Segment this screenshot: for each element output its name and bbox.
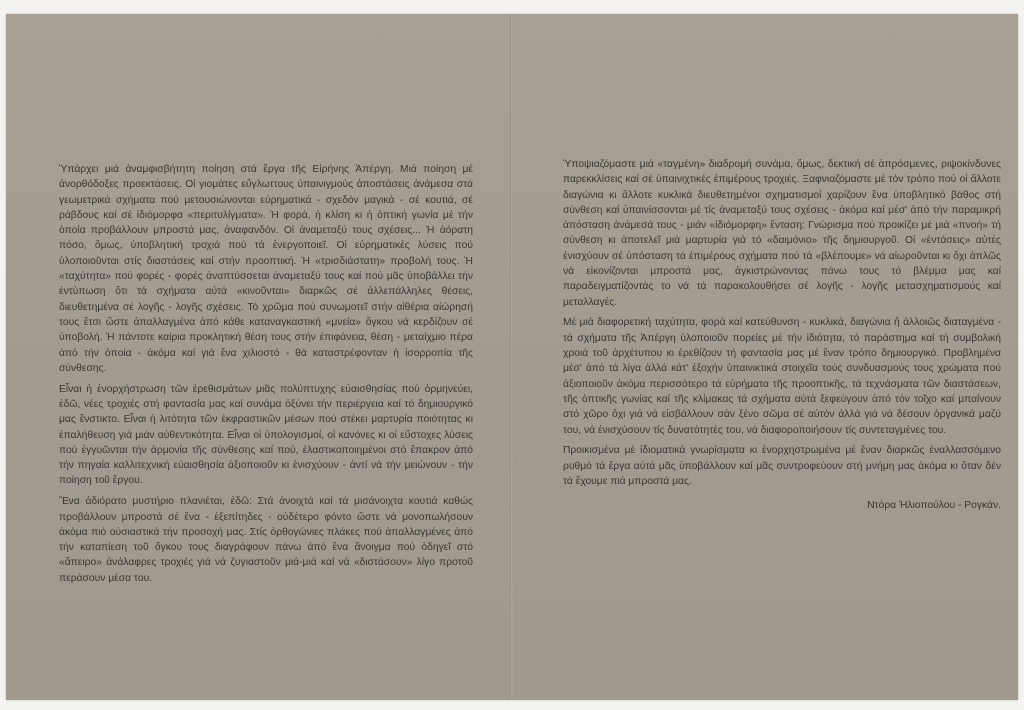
left-paragraph-2: Εἶναι ἡ ἐνορχήστρωση τῶν ἐρεθισμάτων μιᾶς πολύπτυχης εὐαισθησίας πού ὁρμηνεύει, ἐδῶ, νέες τροχιές στή φαντασία μας καί συνάμα ὀξύνει τήν περιέργεια καί τό δημιουργικό μας ἔνστικτο. Εἶναι ἡ λιτότητα τῶν ἐκφραστικῶν μέσων πού στέκει μαρτυρία ποιότητας κι ἐπαλήθευση γιά μιάν αὐθεντικότητα. Εἶναι οἱ ὑπολογισμοί, οἱ κανόνες κι οἱ εὔστοχες λύσεις πού ἐγγυῶνται τήν ἁρμονία τῆς σύνθεσης καί πού, ἐλαστικοποιημένοι στό ἔπακρον ἀπό τήν πηγαία καλλιτεχνική εὐαισθησία ἀξιοποιοῦν κι ἐνισχύουν - ἀντί νά τήν μειώνουν - τήν ποίηση τοῦ ἔργου. (59, 383, 473, 487)
left-page (6, 14, 511, 700)
author-signature: Ντόρα Ἡλιοπούλου - Ρογκάν. (867, 500, 1001, 512)
right-text-column (563, 157, 1001, 519)
booklet-spread (6, 14, 1018, 700)
left-text-column (59, 162, 473, 592)
right-page (513, 14, 1018, 700)
right-paragraph-1: Ὑποψιαζόμαστε μιά «ταγμένη» διαδρομή συνάμα, ὅμως, δεκτική σέ ἀπρόσμενες, ριψοκίνδυνες παρεκκλίσεις καί σέ ὑπαινιχτικές ἐπιμέρους τροχιές. Ξαφνιαζόμαστε μέ τόν τρόπο πού οἱ ἄλλοτε διαγώνια κι ἄλλοτε κυκλικά διευθετημένοι σχηματισμοί χαρίζουν ἕνα ὑποβλητικό βάθος στή σύνθεση καί ὑπαινίσσονται μέ τίς ἀναμεταξύ τους σχέσεις - ἀκόμα καί μέσ' ἀπό τήν παραμικρή ἀπόσταση ἀνάμεσά τους - μιάν «ἰδιόμορφη» ἔνταση: Γνώρισμα πού προικίζει μέ μιά «πνοή» τή σύνθεση κι ἀποτελεῖ μιά μαρτυρία γιά τό «δαιμόνιο» τῆς δημιουργοῦ. Οἱ «ἐντάσεις» αὐτές ἐνισχύουν σέ ὑπόσταση τά ἐπιμέρους σχήματα πού τά «βλέπουμε» νά αἰωροῦνται κι ὄχι ἁπλῶς νά εἰκονίζονται μπροστά μας, ἀγκιστρώνοντας πάνω τους τό βλέμμα μας καί παραδειγματίζοντάς το νά τά παρακολουθήσει σέ λογῆς - λογῆς μετασχηματισμούς καί μεταλλαγές. (563, 159, 1001, 308)
left-paragraph-1: Ὑπάρχει μιά ἀναμφισβήτητη ποίηση στά ἔργα τῆς Εἰρήνης Ἀπέργη. Μιά ποίηση μέ ἀνορθόδοξες προεκτάσεις. Οἱ γιομάτες εὔγλωττους ὑπαινιγμούς ἀποστάσεις ἀνάμεσα στά γεωμετρικά σχήματα πού μετουσιώνονται εὐρηματικά - σχεδόν μαγικά - σέ κουτιά, σέ ράβδους καί σέ ἰδιόμορφα «περιτυλίγματα». Ἡ φορά, ἡ κλίση κι ἡ ὀπτική γωνία μέ τήν ὁποία προβάλλουν μπροστά μας, ἀναφανδόν. Οἱ ἀναμεταξύ τους σχέσεις... Ἡ ἀόρατη πόσο, ὅμως, ὑποβλητική τροχιά πού τά ἐνεργοποιεῖ. Οἱ εὐρηματικές λύσεις πού ὑλοποιοῦνται στίς διαστάσεις καί στήν προοπτική. Ἡ «τρισδιάστατη» προβολή τους. Ἡ «ταχύτητα» πού φορές - φορές ἀναπτύσσεται ἀναμεταξύ τους καί πού μᾶς ὑποβάλλει τήν ἐντύπωση ὅτι τά σχήματα αὐτά «κινοῦνται» διαρκῶς σέ ἀλλεπάλληλες θέσεις, διευθετημένα σέ λογῆς - λογῆς σχέσεις. Τό χρῶμα πού συνωμοτεῖ στήν αἰθέρια αἰώρησή τους ἔτσι ὥστε ἀπαλλαγμένα ἀπό κάθε καταναγκαστική «μνεία» ὄγκου νά κερδίζουν σέ ὑποβολή. Ἡ πάντοτε καίρια προκλητική θέση τους στήν ἐπιφάνεια, θέση - μεταίχμιο πέρα ἀπό τήν ὁποία - ἀκόμα καί γιά ἕνα χιλιοστό - θά καταστρέφονταν ἡ ἰσορροπία τῆς σύνθεσης. (59, 164, 473, 374)
right-paragraph-2: Μέ μιά διαφορετική ταχύτητα, φορά καί κατεύθυνση - κυκλικά, διαγώνια ἤ ἀλλοιῶς διαταγμένα - τά σχήματα τῆς Ἀπέργη ὑλοποιοῦν πορείες μέ τήν ἰδιότητα, τό παράστημα καί τή συμβολική χροιά τοῦ ἀρχέτυπου κι ἐρεθίζουν τή φαντασία μας μέ ἕναν τρόπο δημιουργικό. Προβλημένα μέσ' ἀπό τά λίγα ἀλλά κάτ' ἐξοχήν ὑπαινικτικά στοιχεῖα τούς συνδυασμούς τους χρώματα πού ἀξιοποιοῦν ἀκόμα περισσότερο τά εὐρήματα τῆς προοπτικῆς, τά τεχνάσματα τῶν διαστάσεων, τῆς ὀπτικῆς γωνίας καί τῆς κλίμακας τά σχήματα αὐτά ξεφεύγουν ἀπό τόν τοῖχο καί μπαίνουν στό χῶρο ὄχι γιά νά εἰσβάλλουν σάν ξένο σῶμα σέ αὐτόν ἀλλά γιά νά δέσουν ὀργανικά μαζύ του, νά ἐνισχύσουν τίς δυνατότητές του, νά διαφοροποιήσουν τίς συντεταγμένες του. (563, 317, 1001, 436)
right-paragraph-3: Προικισμένα μέ ἰδιοματικά γνωρίσματα κι ἐνορχηστρωμένα μέ ἕναν διαρκῶς ἐναλλασσόμενο ρυθμό τά ἔργα αὐτά μᾶς ὑποβάλλουν καί μᾶς συντροφεύουν στή μνήμη μας ἀκόμα κι ὅταν δέν τά ἔχουμε πιά μπροστά μας. (563, 445, 1001, 487)
left-paragraph-3: Ἕνα ἀδιόρατο μυστήριο πλανιέται, ἐδῶ: Στά ἀνοιχτά καί τά μισάνοιχτα κουτιά καθώς προβάλλουν μπροστά σέ ἕνα - ἐξεπίτηδες - οὐδέτερο φόντο ὥστε νά μονοπωλήσουν ἀκόμα πιό οὐσιαστικά τήν προσοχή μας. Στίς ὀρθογώνιες πλάκες πού ἀπαλλαγμένες ἀπό τήν καταπίεση τοῦ ὄγκου τους διαγράφουν πάνω ἀπό ἕνα ἄνοιγμα πού ὁδηγεῖ στό «ἄπειρο» ἀνάλαφρες τροχιές γιά νά ζυγιαστοῦν μιά-μιά καί νά «διστάσουν» λίγο προτοῦ περάσουν μέσα του. (59, 496, 473, 584)
